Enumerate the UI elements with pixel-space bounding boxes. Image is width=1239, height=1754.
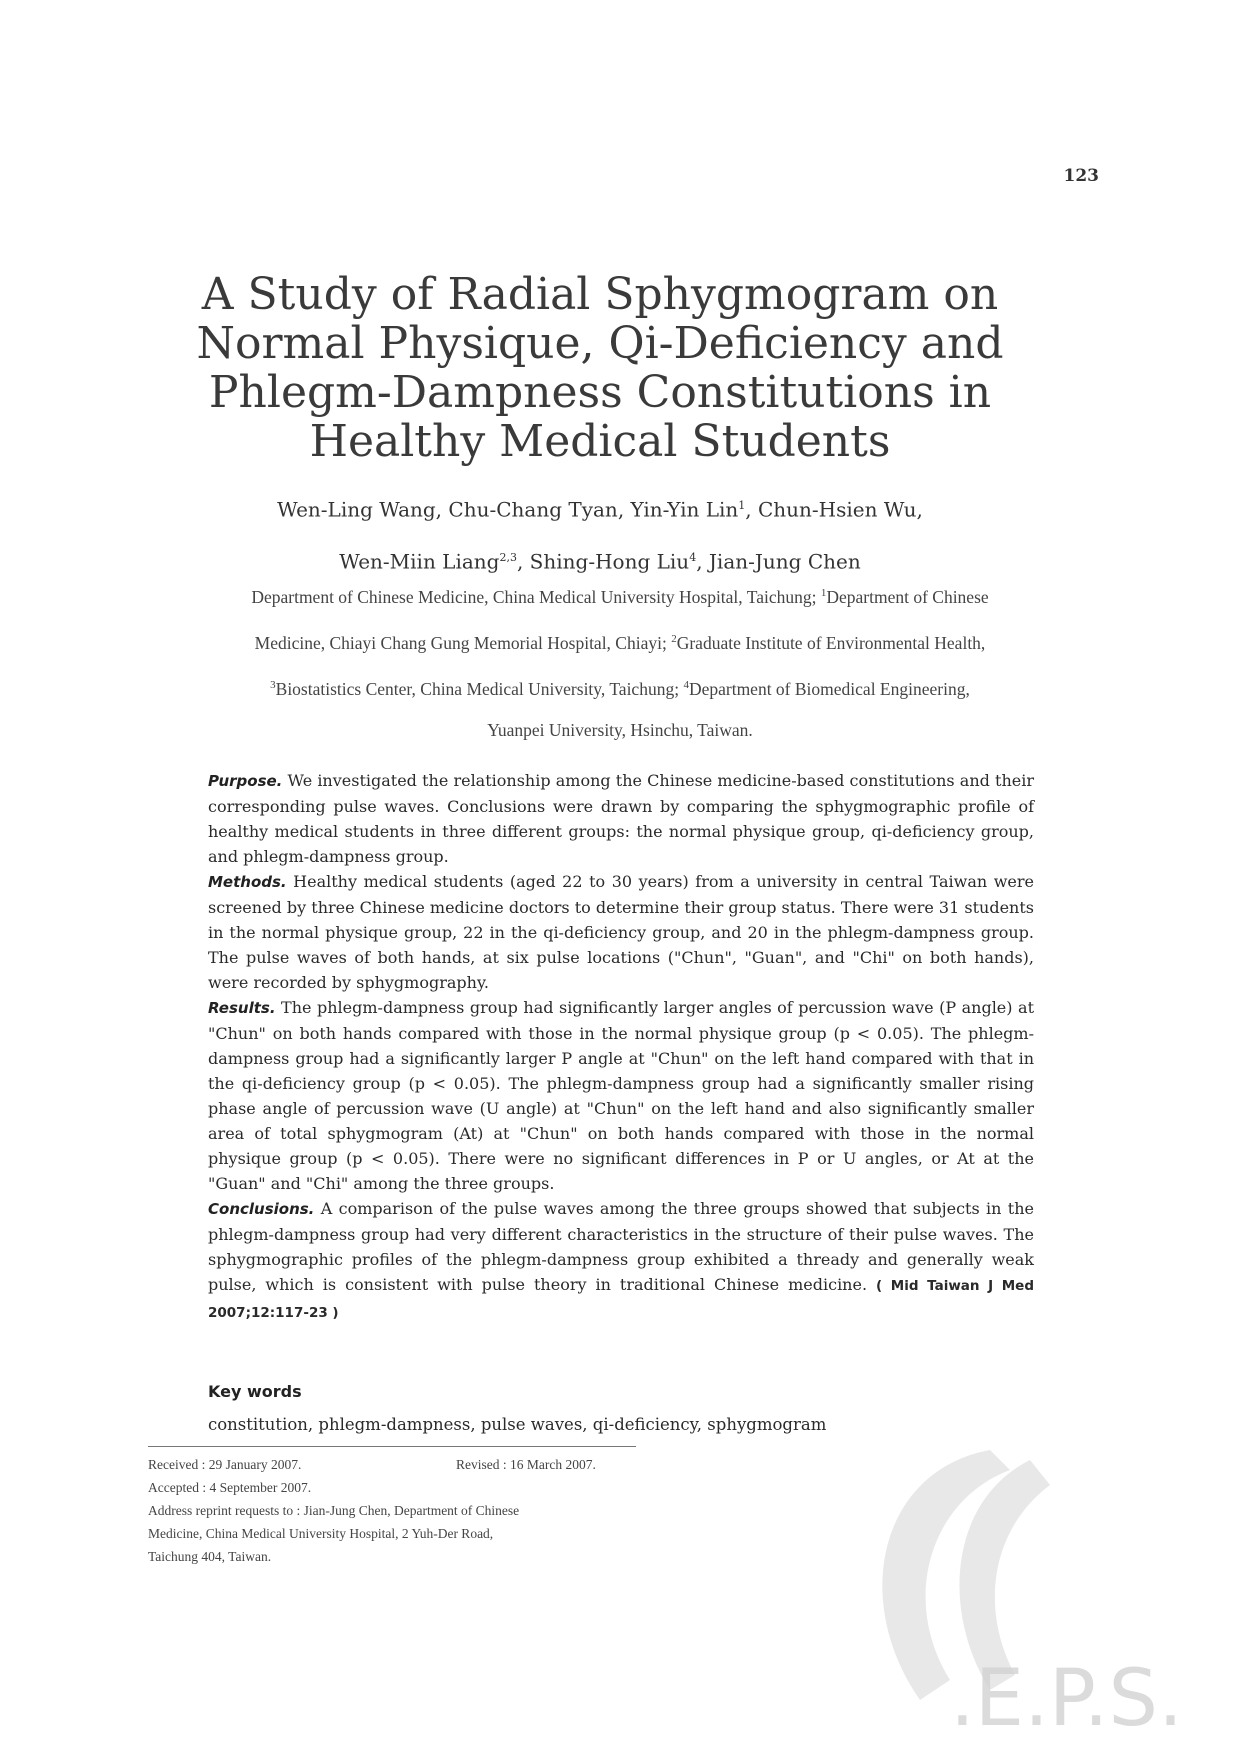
keywords-list: constitution, phlegm-dampness, pulse waves, qi-deficiency, sphygmogram	[208, 1415, 827, 1434]
affiliation-text: Department of Chinese	[826, 586, 989, 607]
affiliations	[140, 572, 1100, 751]
affiliation-text: Biostatistics Center, China Medical University, Taichung;	[275, 678, 684, 699]
affil-mark: 3	[270, 678, 276, 691]
affil-mark: 4	[683, 678, 689, 691]
author-text: Wen-Miin Liang	[339, 549, 500, 574]
affiliation-text: Department of Biomedical Engineering,	[688, 678, 970, 699]
reprint-address: Taichung 404, Taiwan.	[148, 1549, 272, 1564]
article-title	[150, 270, 1050, 466]
affil-mark: 2	[671, 632, 677, 645]
author-text: , Chun-Hsien Wu,	[745, 497, 923, 522]
reprint-address: Medicine, China Medical University Hospital, 2 Yuh-Der Road,	[148, 1526, 494, 1541]
author-text: , Jian-Jung Chen	[696, 549, 861, 574]
revised-date: Revised : 16 March 2007.	[456, 1457, 596, 1472]
footnote-dates-row	[148, 1453, 638, 1476]
abstract-methods	[208, 869, 1034, 995]
section-text: We investigated the relationship among the Chinese medicine-based constitutions and their corresponding pulse waves. Conclusions were drawn by comparing the sphygmographic profile of healthy medical students in three different groups: the normal physique group, qi-deficiency group, and phlegm-dampness group.	[208, 771, 1034, 866]
abstract-purpose	[208, 768, 1034, 869]
affiliation-text: Department of Chinese Medicine, China Medical University Hospital, Taichung;	[251, 586, 821, 607]
section-head: Conclusions.	[208, 1200, 315, 1218]
page-number: 123	[1063, 166, 1099, 186]
author-list	[150, 482, 1050, 585]
journal-citation: ( Mid Taiwan J Med 2007;12:117-23 )	[208, 1278, 1034, 1321]
title-line: A Study of Radial Sphygmogram on	[201, 269, 999, 320]
accepted-date: Accepted : 4 September 2007.	[148, 1480, 312, 1495]
section-text: The phlegm-dampness group had significantly larger angles of percussion wave (P angle) at "Chun" on both hands compared with those in the normal physique group (p < 0.05). The phlegm-dampness group had a significantly larger P angle at "Chun" on the left hand compared with that in the qi-deficiency group (p < 0.05). The phlegm-dampness group had a significantly smaller rising phase angle of percussion wave (U angle) at "Chun" on the left hand and also significantly smaller area of total sphygmogram (At) at "Chun" on both hands compared with those in the normal physique group (p < 0.05). There were no significant differences in P or U angles, or At at the "Guan" and "Chi" among the three groups.	[208, 998, 1034, 1193]
watermark-text: .E.P.S.	[950, 1654, 1183, 1740]
abstract-conclusions	[208, 1196, 1034, 1326]
section-text: Healthy medical students (aged 22 to 30 years) from a university in central Taiwan were screened by three Chinese medicine doctors to determine their group status. There were 31 students in the normal physique group, 22 in the qi-deficiency group, and 20 in the phlegm-dampness group. The pulse waves of both hands, at six pulse locations ("Chun", "Guan", and "Chi" on both hands), were recorded by sphygmography.	[208, 872, 1034, 992]
reprint-address: Address reprint requests to : Jian-Jung Chen, Department of Chinese	[148, 1503, 520, 1518]
author-affil-mark: 4	[689, 550, 697, 564]
author-affil-mark: 2,3	[499, 550, 517, 564]
affiliation-text: Medicine, Chiayi Chang Gung Memorial Hospital, Chiayi;	[254, 632, 672, 653]
abstract-results	[208, 995, 1034, 1196]
author-text: , Shing-Hong Liu	[516, 549, 690, 574]
author-affil-mark: 1	[738, 499, 746, 512]
received-date: Received : 29 January 2007.	[148, 1457, 302, 1472]
affiliation-text: Yuanpei University, Hsinchu, Taiwan.	[487, 720, 753, 741]
section-head: Purpose.	[208, 772, 283, 790]
footnotes	[148, 1453, 638, 1568]
title-line: Healthy Medical Students	[309, 416, 891, 467]
section-head: Results.	[208, 999, 276, 1017]
footnote-divider	[148, 1446, 636, 1447]
title-line: Phlegm-Dampness Constitutions in	[208, 367, 992, 418]
keywords-heading: Key words	[208, 1382, 302, 1401]
affiliation-text: Graduate Institute of Environmental Health,	[676, 632, 986, 653]
abstract	[208, 768, 1034, 1326]
section-head: Methods.	[208, 873, 287, 891]
affil-mark: 1	[820, 587, 827, 599]
section-text: A comparison of the pulse waves among the three groups showed that subjects in the phlegm-dampness group had very different characteristics in the structure of their pulse waves. The sphygmographic profiles of the phlegm-dampness group exhibited a thready and generally weak pulse, which is consistent with pulse theory in traditional Chinese medicine.	[208, 1199, 1034, 1294]
eps-watermark-logo	[840, 1440, 1220, 1740]
title-line: Normal Physique, Qi-Deficiency and	[196, 318, 1004, 369]
author-text: Wen-Ling Wang, Chu-Chang Tyan, Yin-Yin Lin	[277, 497, 739, 522]
